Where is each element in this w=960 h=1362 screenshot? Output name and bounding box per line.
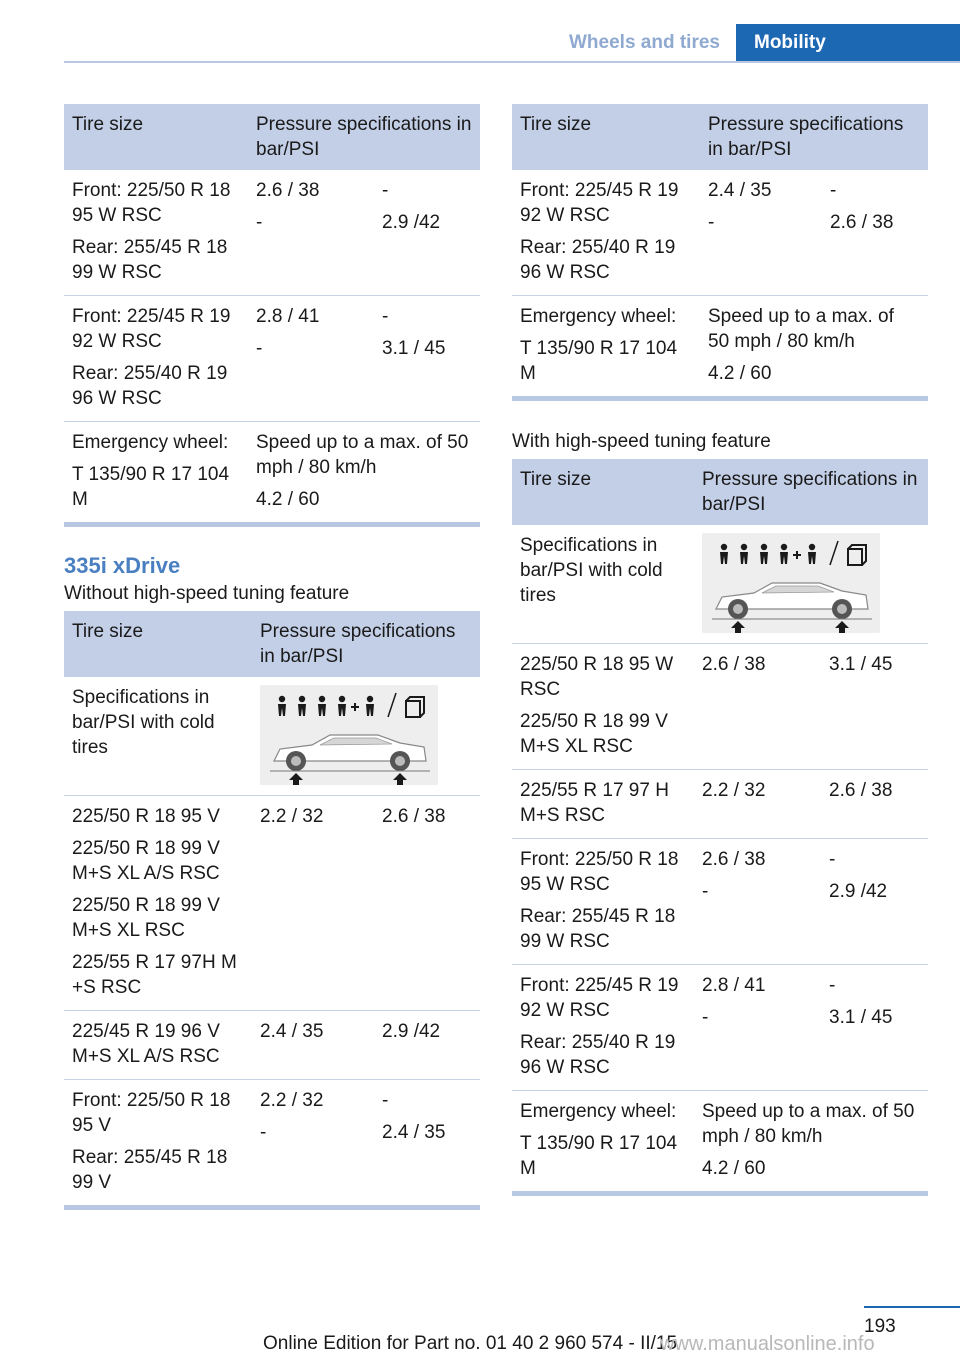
pressure-cell [821,644,928,770]
model-title: 335i xDrive [64,553,181,578]
pressure-cell-line: 2.2 / 32 [260,1090,324,1111]
table-row [512,1091,928,1194]
pressure-cell [694,770,821,839]
pressure-cell-line: Speed up to a max. of 50 mph / 80 km/h [708,306,894,352]
tire-size-cell [64,796,252,1011]
pressure-cell-line: 2.9 /42 [829,881,888,902]
left-column [64,104,480,1210]
tire-size-cell-line: Front: 225/50 R 18 95 V [72,1090,231,1136]
pressure-cell-line: 2.8 / 41 [256,306,320,327]
pressure-table-right-bottom [512,459,928,1196]
tire-size-cell-line: T 135/90 R 17 104 M [72,464,230,510]
pressure-cell-line: 2.9 /42 [382,212,441,233]
tire-size-heading: Tire size [512,459,694,525]
pressure-cell-line: - [829,849,836,870]
pressure-cell-line: 2.9 /42 [382,1021,441,1042]
tire-size-cell-line: Emergency wheel: [72,432,229,453]
table-row [64,296,480,422]
pressure-cell-line: 2.4 / 35 [382,1122,446,1143]
tire-size-cell [512,839,694,965]
pressure-cell-line: - [260,1122,267,1143]
tire-size-cell [512,1091,694,1194]
pressure-cell [700,296,928,399]
pressure-table-left-bottom [64,611,480,1210]
pressure-cell-line: 2.8 / 41 [702,975,766,996]
pressure-cell [821,965,928,1091]
pressure-heading: Pressure specifications in bar/PSI [700,104,928,170]
pressure-table-right-top [512,104,928,401]
cold-tires-label: Specifications in bar/PSI with cold tires [512,525,694,644]
tire-size-cell-line: T 135/90 R 17 104 M [520,1133,678,1179]
edition-text: Online Edition for Part no. 01 40 2 960 574 - II/15 [263,1333,678,1354]
tire-size-cell-line: Front: 225/45 R 19 92 W RSC [520,180,679,226]
pressure-cell [700,170,822,296]
pressure-cell [248,170,374,296]
tire-size-cell-line: 225/50 R 18 99 V M+S XL A/S RSC [72,838,220,884]
table-row [512,525,928,644]
tire-size-cell-line: Rear: 255/45 R 18 99 W RSC [72,237,228,283]
pressure-cell [252,796,374,1011]
pressure-cell-line: 3.1 / 45 [829,654,893,675]
tire-size-cell [512,644,694,770]
chapter-tab: Mobility [736,24,960,62]
tire-size-cell [512,296,700,399]
watermark: www.manualsonline.info [660,1333,875,1355]
tire-size-cell-line: 225/50 R 18 99 V M+S XL RSC [520,711,668,757]
table-row [64,677,480,796]
tire-size-cell-line: 225/50 R 18 99 V M+S XL RSC [72,895,220,941]
tire-size-heading: Tire size [512,104,700,170]
tire-size-cell-line: Rear: 255/45 R 18 99 V [72,1147,228,1193]
pressure-cell [252,1080,374,1208]
tire-size-cell-line: T 135/90 R 17 104 M [520,338,678,384]
right-column [512,104,928,1196]
footer-rule [864,1306,960,1308]
tire-size-cell [64,1080,252,1208]
tire-size-cell-line: Rear: 255/40 R 19 96 W RSC [520,1032,676,1078]
tire-size-cell-line: Front: 225/50 R 18 95 W RSC [520,849,679,895]
pressure-cell-line: 3.1 / 45 [382,338,446,359]
table-row [512,296,928,399]
page-header [545,24,960,62]
pressure-cell-line: Speed up to a max. of 50 mph / 80 km/h [256,432,469,478]
pressure-cell-line: 4.2 / 60 [256,489,320,510]
table-row [512,839,928,965]
load-car-icon [702,533,880,633]
tire-size-cell-line: Front: 225/45 R 19 92 W RSC [72,306,231,352]
pressure-cell [374,170,480,296]
pressure-cell-line: - [382,306,389,327]
tire-size-cell-line: Rear: 255/40 R 19 96 W RSC [520,237,676,283]
pressure-cell [694,644,821,770]
pressure-cell-line: 2.6 / 38 [382,806,446,827]
table-row [512,644,928,770]
pressure-cell-line: - [382,180,389,201]
pressure-cell-line: - [829,975,836,996]
pressure-cell-line: - [382,1090,389,1111]
cold-tires-label: Specifications in bar/PSI with cold tires [64,677,252,796]
tire-size-cell-line: 225/55 R 17 97H M +S RSC [72,952,237,998]
pressure-cell [374,796,480,1011]
tire-size-cell-line: Rear: 255/40 R 19 96 W RSC [72,363,228,409]
pressure-table-left-top [64,104,480,527]
pressure-cell-line: - [830,180,837,201]
pressure-cell [694,1091,928,1194]
pressure-cell-line: 2.6 / 38 [702,849,766,870]
load-icon-cell [252,677,480,796]
tire-size-cell [512,170,700,296]
tire-size-cell-line: 225/50 R 18 95 V [72,806,220,827]
table-row [64,796,480,1011]
subheading-with: With high-speed tuning feature [512,431,771,452]
pressure-cell [248,296,374,422]
tire-size-cell [512,770,694,839]
pressure-heading: Pressure specifications in bar/PSI [248,104,480,170]
tire-size-cell-line: Front: 225/45 R 19 92 W RSC [520,975,679,1021]
header-rule [64,61,960,63]
tire-size-heading: Tire size [64,104,248,170]
tire-size-cell-line: Front: 225/50 R 18 95 W RSC [72,180,231,226]
section-tab: Wheels and tires [545,24,736,62]
table-row [512,965,928,1091]
table-row [64,422,480,525]
load-car-icon [260,685,438,785]
pressure-cell [822,170,928,296]
tire-size-cell [64,422,248,525]
pressure-cell-line: - [708,212,715,233]
pressure-cell [248,422,480,525]
tire-size-cell [512,965,694,1091]
pressure-cell-line: 2.4 / 35 [260,1021,324,1042]
pressure-heading: Pressure specifications in bar/PSI [252,611,480,677]
tire-size-heading: Tire size [64,611,252,677]
tire-size-cell [64,296,248,422]
pressure-cell-line: 2.6 / 38 [702,654,766,675]
pressure-cell-line: 4.2 / 60 [708,363,772,384]
load-icon-cell [694,525,928,644]
pressure-cell-line: - [702,1007,709,1028]
pressure-cell [374,1011,480,1080]
pressure-cell-line: 2.2 / 32 [260,806,324,827]
pressure-cell-line: 2.6 / 38 [829,780,893,801]
tire-size-cell-line: Emergency wheel: [520,306,677,327]
table-row [64,1011,480,1080]
tire-size-cell [64,170,248,296]
pressure-cell-line: 2.4 / 35 [708,180,772,201]
tire-size-cell-line: 225/45 R 19 96 V M+S XL A/S RSC [72,1021,220,1067]
pressure-cell-line: Speed up to a max. of 50 mph / 80 km/h [702,1101,915,1147]
subheading-without: Without high-speed tuning feature [64,583,350,604]
pressure-cell-line: - [702,881,709,902]
tire-size-cell-line: 225/50 R 18 95 W RSC [520,654,674,700]
pressure-cell-line: - [256,212,263,233]
pressure-heading: Pressure specifications in bar/PSI [694,459,928,525]
tire-size-cell-line: Emergency wheel: [520,1101,677,1122]
pressure-cell [821,839,928,965]
tire-size-cell [64,1011,252,1080]
table-row [64,1080,480,1208]
pressure-cell [374,296,480,422]
tire-size-cell-line: Rear: 255/45 R 18 99 W RSC [520,906,676,952]
pressure-cell-line: 2.6 / 38 [256,180,320,201]
pressure-cell [252,1011,374,1080]
pressure-cell-line: - [256,338,263,359]
table-row [64,170,480,296]
pressure-cell [374,1080,480,1208]
pressure-cell [821,770,928,839]
tire-size-cell-line: 225/55 R 17 97 H M+S RSC [520,780,669,826]
pressure-cell-line: 4.2 / 60 [702,1158,766,1179]
pressure-cell-line: 2.2 / 32 [702,780,766,801]
pressure-cell [694,965,821,1091]
table-row [512,170,928,296]
table-row [512,770,928,839]
pressure-cell-line: 3.1 / 45 [829,1007,893,1028]
pressure-cell-line: 2.6 / 38 [830,212,894,233]
page-number: 193 [864,1316,896,1337]
pressure-cell [694,839,821,965]
